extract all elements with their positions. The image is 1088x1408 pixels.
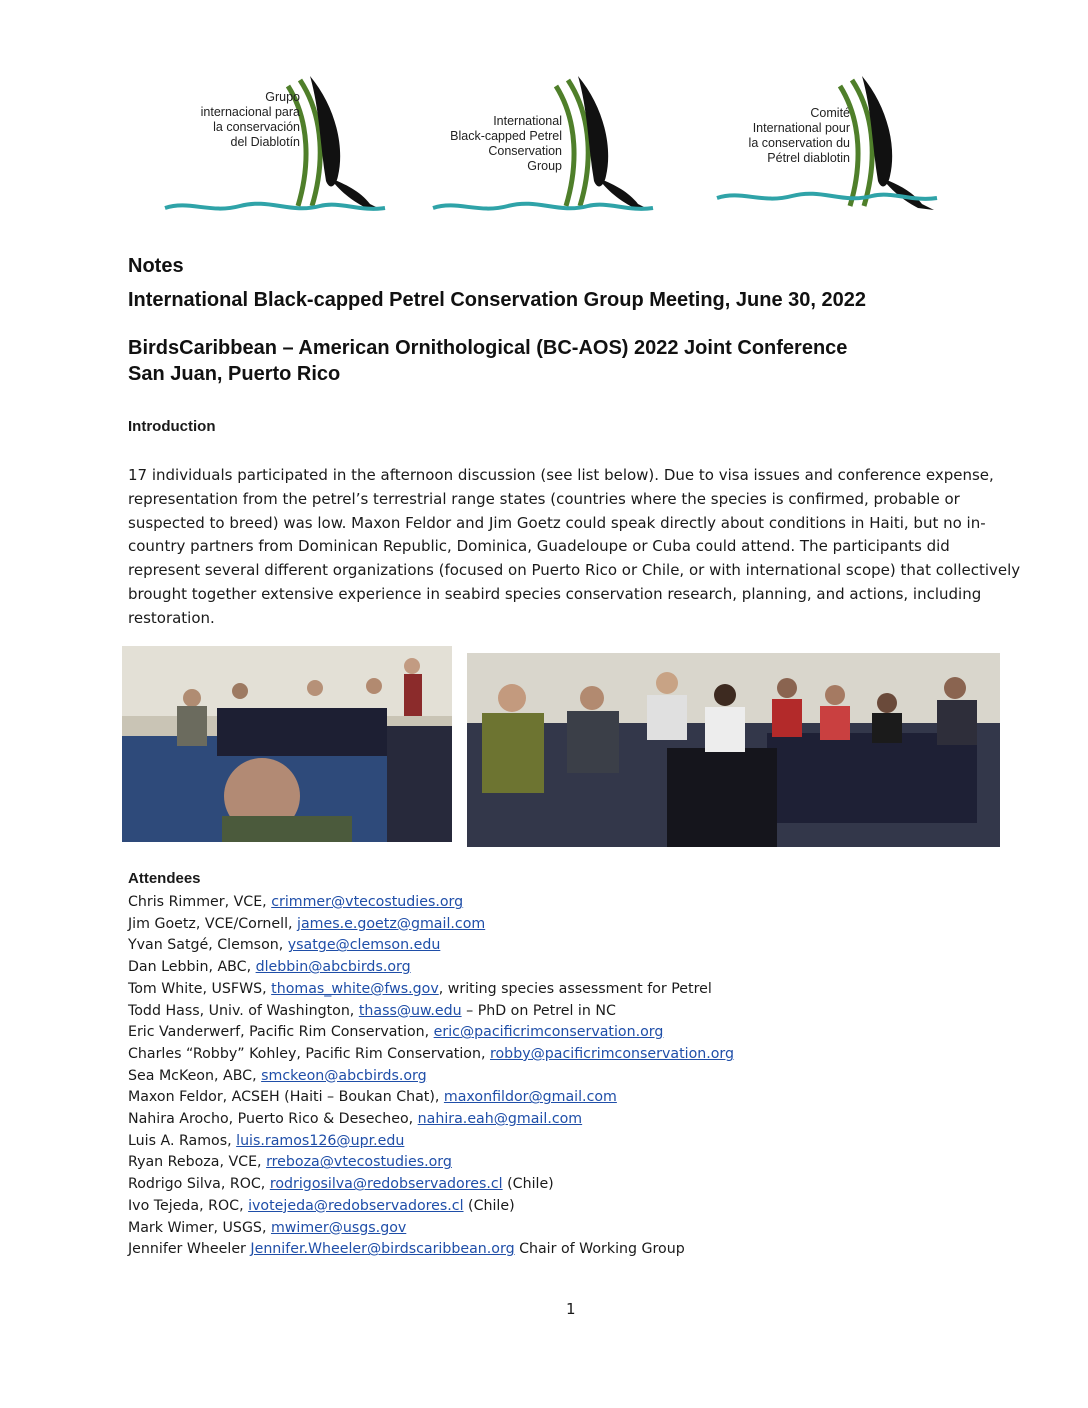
- attendee-text: Todd Hass, Univ. of Washington,: [128, 1002, 359, 1019]
- meeting-photo-right: [467, 653, 1000, 847]
- email-link[interactable]: thass@uw.edu: [358, 1002, 462, 1019]
- list-item: [128, 1001, 734, 1023]
- attendee-text: Ivo Tejeda, ROC,: [128, 1197, 249, 1214]
- logo-english: [428, 66, 660, 222]
- list-item: [128, 1152, 734, 1174]
- list-item: [128, 1131, 734, 1153]
- email-link[interactable]: dlebbin@abcbirds.org: [255, 959, 411, 976]
- attendee-note: (Chile): [502, 1176, 554, 1193]
- list-item: [128, 1109, 734, 1131]
- attendee-text: Ryan Reboza, VCE,: [128, 1154, 267, 1171]
- list-item: [128, 914, 734, 936]
- notes-heading: Notes: [128, 255, 184, 277]
- logo-spanish: [160, 66, 392, 222]
- attendee-text: Luis A. Ramos,: [128, 1132, 237, 1149]
- email-link[interactable]: smckeon@abcbirds.org: [261, 1067, 427, 1084]
- attendee-note: (Chile): [463, 1197, 515, 1214]
- attendee-text: Dan Lebbin, ABC,: [128, 959, 256, 976]
- attendee-text: Jim Goetz, VCE/Cornell,: [128, 915, 298, 932]
- attendee-text: Mark Wimer, USGS,: [128, 1219, 271, 1236]
- conference-subtitle: BirdsCaribbean – American Ornithological (BC-AOS) 2022 Joint Conference San Juan, Puerto Rico: [128, 337, 848, 385]
- page-number: 1: [566, 1300, 576, 1318]
- email-link[interactable]: nahira.eah@gmail.com: [417, 1111, 583, 1128]
- email-link[interactable]: rreboza@vtecostudies.org: [266, 1154, 452, 1171]
- email-link[interactable]: ivotejeda@redobservadores.cl: [248, 1197, 464, 1214]
- email-link[interactable]: luis.ramos126@upr.edu: [236, 1132, 405, 1149]
- email-link[interactable]: crimmer@vtecostudies.org: [271, 894, 464, 910]
- attendees-heading: Attendees: [128, 870, 201, 887]
- list-item: [128, 1196, 734, 1218]
- attendee-text: Eric Vanderwerf, Pacific Rim Conservation,: [128, 1024, 434, 1041]
- list-item: [128, 1022, 734, 1044]
- introduction-paragraph: 17 individuals participated in the afternoon discussion (see list below). Due to visa issues and conference expense, representation from the petrel’s terrestrial range states (countries where the species is confirmed, probable or suspected to breed) was low. Maxon Feldor and Jim Goetz could speak directly about conditions in Haiti, but no in-country partners from Dominican Republic, Dominica, Guadeloupe or Cuba could attend. The participants did represent several different organizations (focused on Puerto Rico or Chile, or with international scope) that collectively brought together extensive experience in seabird species conservation research, planning, and actions, including restoration.: [128, 466, 1021, 627]
- email-link[interactable]: maxonfildor@gmail.com: [443, 1089, 617, 1106]
- attendee-text: Sea McKeon, ABC,: [128, 1067, 262, 1084]
- attendee-text: Jennifer Wheeler: [128, 1241, 251, 1258]
- email-link[interactable]: Jennifer.Wheeler@birdscaribbean.org: [250, 1241, 515, 1258]
- attendee-text: Charles “Robby” Kohley, Pacific Rim Conservation,: [128, 1045, 490, 1062]
- logo-french: [712, 66, 944, 222]
- email-link[interactable]: robby@pacificrimconservation.org: [489, 1045, 735, 1062]
- logo-spanish-text: Grupo internacional para la conservación del Diablotín: [200, 90, 300, 149]
- email-link[interactable]: thomas_white@fws.gov: [271, 980, 439, 997]
- introduction-heading: Introduction: [128, 418, 216, 435]
- attendee-text: Chris Rimmer, VCE,: [128, 894, 272, 910]
- meeting-title: International Black-capped Petrel Conservation Group Meeting, June 30, 2022: [128, 289, 866, 311]
- list-item: [128, 892, 734, 914]
- email-link[interactable]: ysatge@clemson.edu: [287, 937, 441, 954]
- email-link[interactable]: james.e.goetz@gmail.com: [297, 915, 486, 932]
- list-item: [128, 1218, 734, 1240]
- list-item: [128, 935, 734, 957]
- email-link[interactable]: rodrigosilva@redobservadores.cl: [269, 1176, 503, 1193]
- meeting-photo-left: [122, 646, 452, 842]
- list-item: [128, 1174, 734, 1196]
- list-item: [128, 1044, 734, 1066]
- attendee-note: – PhD on Petrel in NC: [461, 1002, 616, 1019]
- email-link[interactable]: mwimer@usgs.gov: [270, 1219, 407, 1236]
- attendee-text: Tom White, USFWS,: [128, 980, 272, 997]
- list-item: [128, 957, 734, 979]
- list-item: [128, 1066, 734, 1088]
- list-item: [128, 979, 734, 1001]
- attendee-text: Yvan Satgé, Clemson,: [128, 937, 288, 954]
- attendee-note: Chair of Working Group: [514, 1241, 685, 1258]
- email-link[interactable]: eric@pacificrimconservation.org: [433, 1024, 664, 1041]
- logo-french-text: Comité International pour la conservation du Pétrel diablotin: [748, 106, 850, 165]
- attendees-list: [128, 892, 734, 1261]
- attendee-note: , writing species assessment for Petrel: [438, 980, 712, 997]
- attendee-text: Nahira Arocho, Puerto Rico & Desecheo,: [128, 1111, 418, 1128]
- list-item: [128, 1239, 734, 1261]
- attendee-text: Maxon Feldor, ACSEH (Haiti – Boukan Chat),: [128, 1089, 444, 1106]
- list-item: [128, 1087, 734, 1109]
- attendee-text: Rodrigo Silva, ROC,: [128, 1176, 270, 1193]
- logo-english-text: International Black-capped Petrel Conservation Group: [450, 114, 562, 173]
